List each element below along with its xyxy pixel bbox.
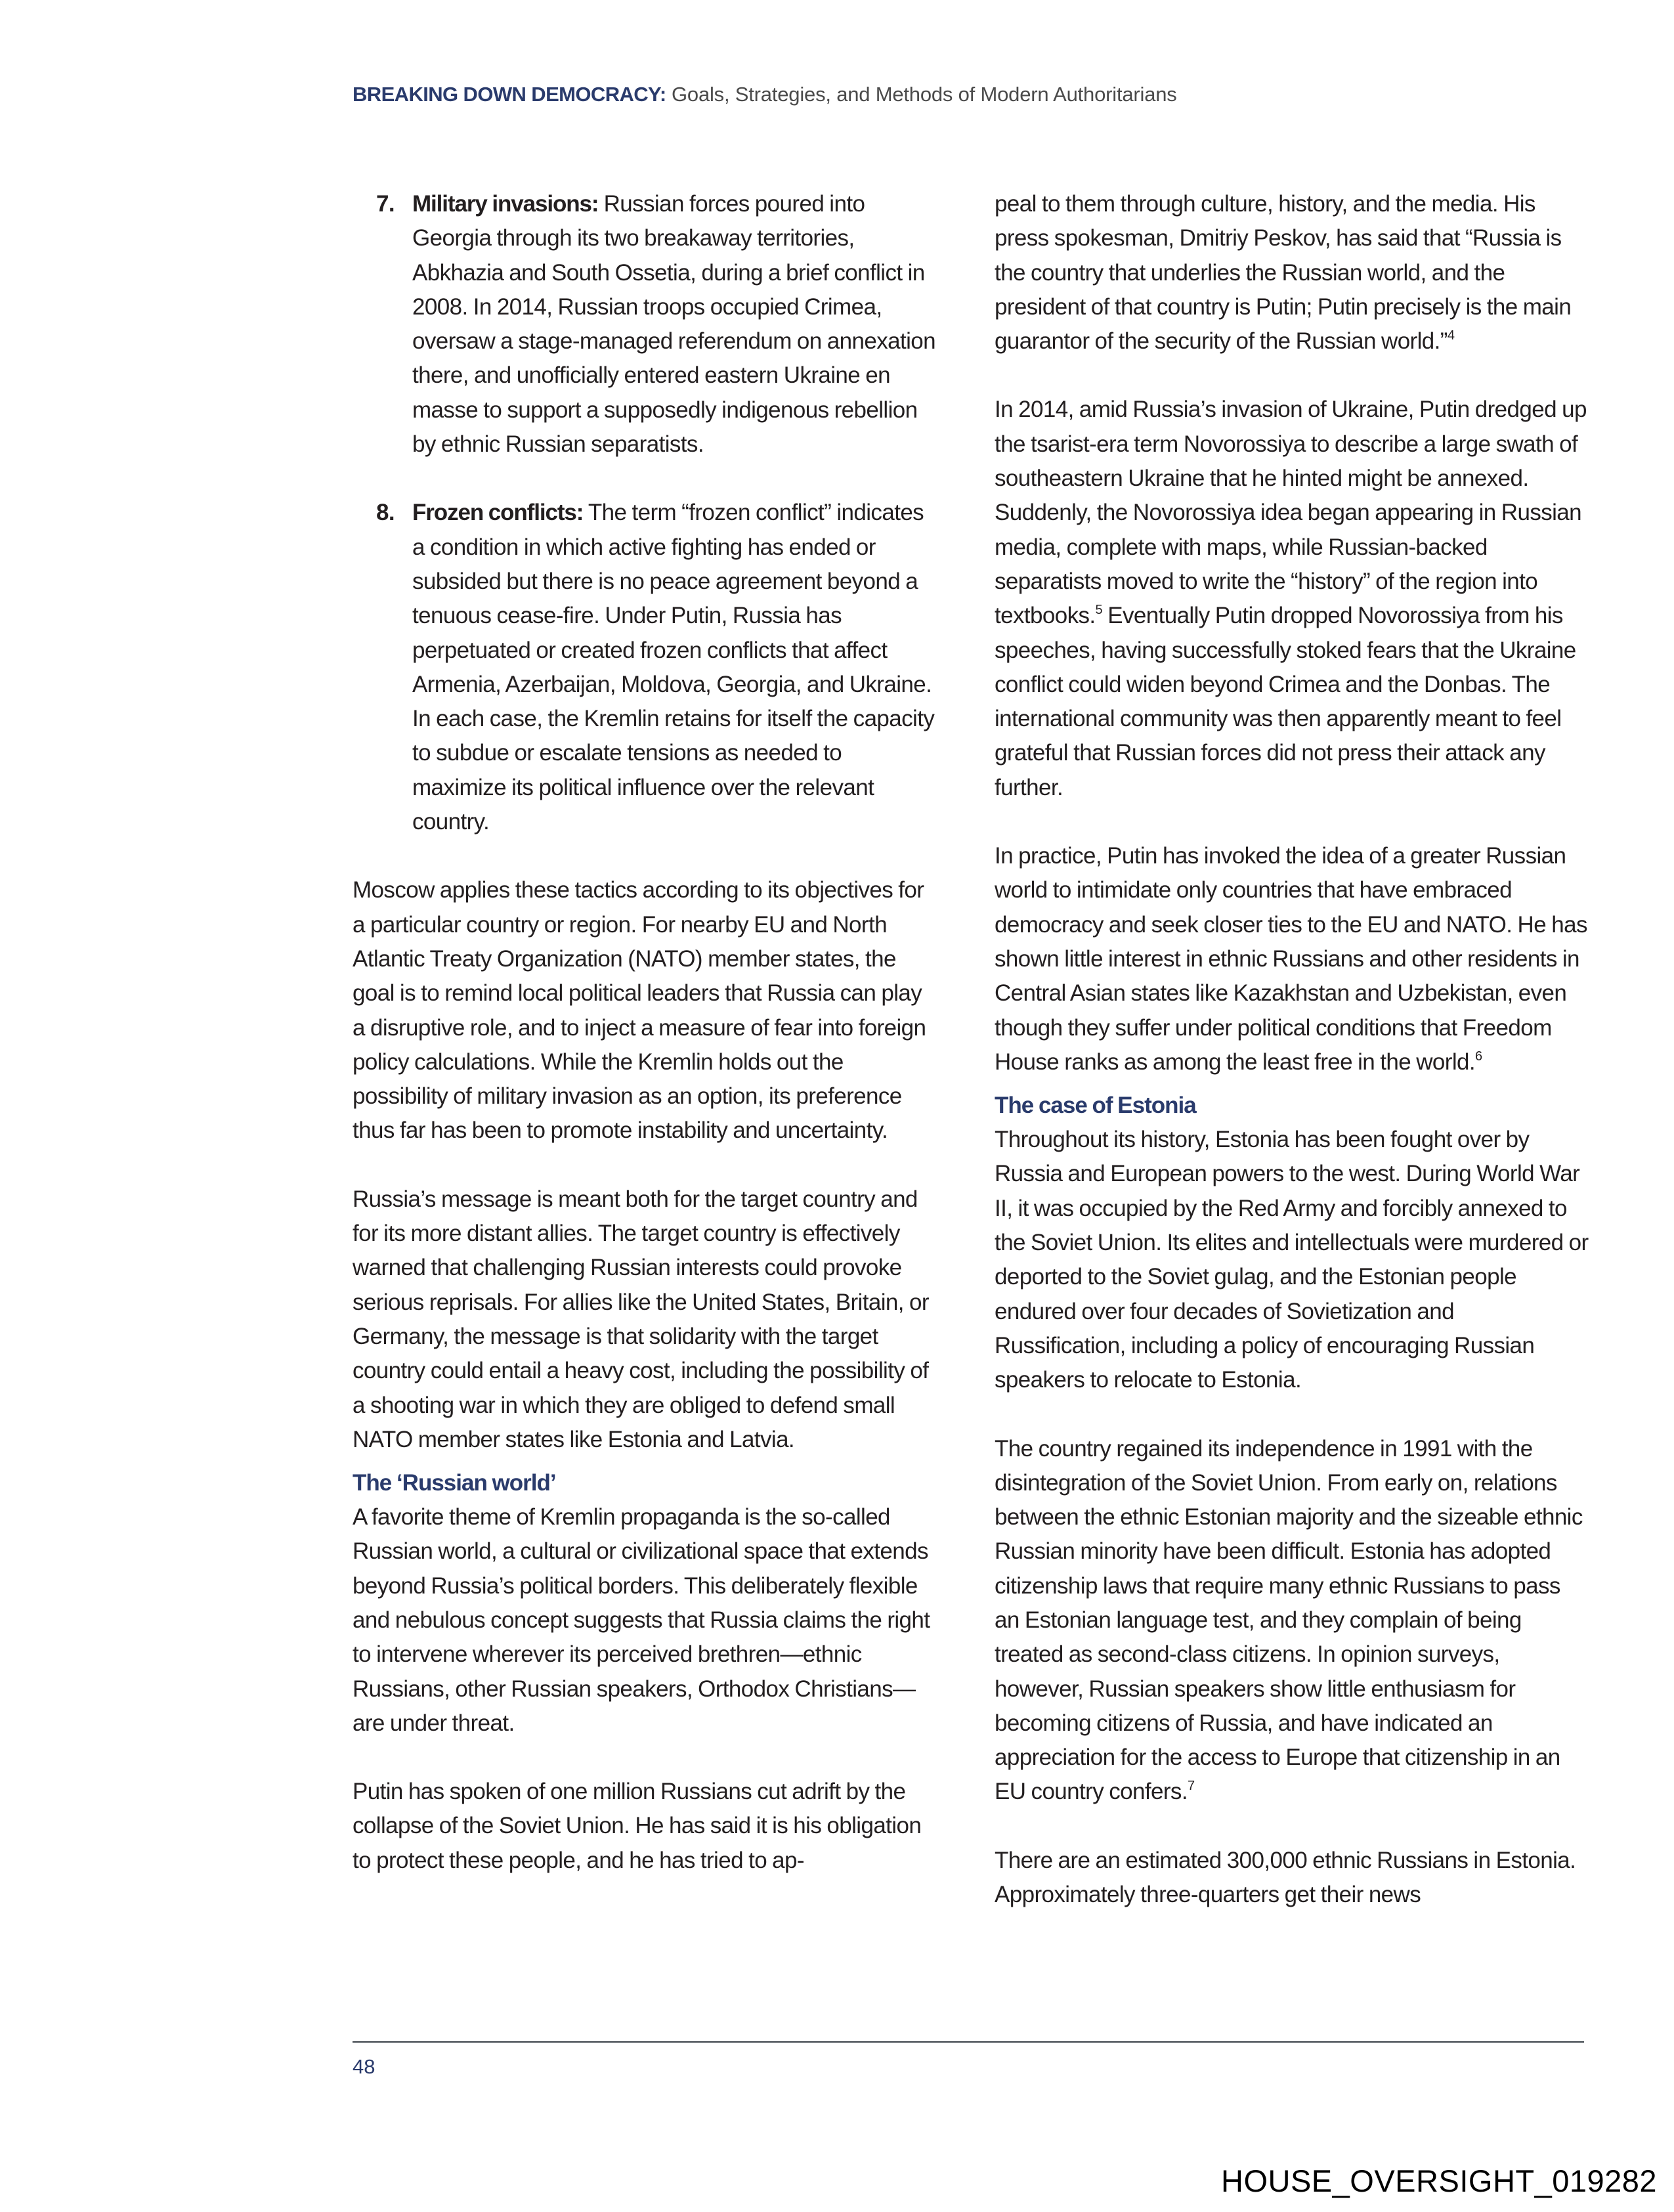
- list-item-lead: Military invasions:: [412, 191, 599, 217]
- paragraph-russian-world-theme: A favorite theme of Kremlin propaganda is the so-called Russian world, a cultural or civilizational space that extends beyond Russia’s political borders. This deliberately flexible and nebulous concept suggests that Russia claims the right to intervene wherever its perceived brethren—ethnic Russians, other Russian speakers, Orthodox Christians—are under threat.: [353, 1504, 930, 1736]
- paragraph-text: Throughout its history, Estonia has been fought over by Russia and European powers to the west. During World War II, it was occupied by the Red Army and forcibly annexed to the Soviet Union. Its elites and intellectuals were murdered or deported to the Soviet gulag, and the Estonian people endured over four decades of Sovietization and Russification, including a policy of encouraging Russian speakers to relocate to Estonia.: [995, 1127, 1589, 1393]
- list-number: 8.: [376, 500, 395, 526]
- footnote-ref[interactable]: 7: [1187, 1779, 1195, 1794]
- header-publication-title: BREAKING DOWN DEMOCRACY:: [353, 83, 666, 106]
- paragraph-estonia-independence: [995, 1432, 1589, 1810]
- list-item-frozen-conflicts: [353, 496, 935, 839]
- paragraph-putin-million-russians: Putin has spoken of one million Russians cut adrift by the collapse of the Soviet Union. He has said it is his obligation to protect these people, and he has tried to ap-: [353, 1779, 922, 1873]
- section-heading-russian-world: The ‘Russian world’: [353, 1470, 556, 1496]
- left-column: [353, 187, 935, 1912]
- page-number: 48: [353, 2055, 376, 2078]
- list-item-lead: Frozen conflicts:: [412, 500, 584, 526]
- paragraph-text-continued: Eventually Putin dropped Novorossiya from his speeches, having successfully stoked fears that the Ukraine conflict could widen beyond Crimea and the Donbas. The international community was then apparently meant to feel grateful that Russian forces did not press their attack any further.: [995, 603, 1576, 800]
- list-number: 7.: [376, 191, 395, 217]
- list-item-text: Russian forces poured into Georgia through its two breakaway territories, Abkhazia and South Ossetia, during a brief conflict in 2008. In 2014, Russian troops occupied Crimea, oversaw a stage-managed referendum on annexation there, and unofficially entered eastern Ukraine en masse to support a supposedly indigenous rebellion by ethnic Russian separatists.: [412, 191, 936, 458]
- paragraph-russia-message: Russia’s message is meant both for the target country and for its more distant allies. The target country is effectively warned that challenging Russian interests could provoke serious reprisals. For allies like the United States, Britain, or Germany, the message is that solidarity with the target country could entail a heavy cost, including the possibility of a shooting war in which they are obliged to defend small NATO member states like Estonia and Latvia.: [353, 1186, 929, 1452]
- paragraph-text: peal to them through culture, history, and the media. His press spokesman, Dmitriy Peskov, has said that “Russia is the country that underlies the Russian world, and the president of that country is Putin; Putin precisely is the main guarantor of the security of the Russian world.”: [995, 191, 1572, 355]
- bates-stamp: HOUSE_OVERSIGHT_019282: [1221, 2163, 1658, 2198]
- header-subtitle: Goals, Strategies, and Methods of Modern Authoritarians: [671, 83, 1177, 106]
- footer-divider: [353, 2041, 1584, 2043]
- paragraph-ethnic-russians-estimate: [995, 1844, 1589, 1913]
- paragraph-peskov-quote: [995, 187, 1589, 358]
- running-header: [353, 83, 1177, 106]
- paragraph-text: In practice, Putin has invoked the idea of a greater Russian world to intimidate only countries that have embraced democracy and seek closer ties to the EU and NATO. He has shown little interest in ethnic Russians and other residents in Central Asian states like Kazakhstan and Uzbekistan, even though they suffer under political conditions that Freedom House ranks as among the least free in the world.: [995, 843, 1587, 1075]
- paragraph-in-practice: [995, 839, 1589, 1079]
- paragraph-estonia-history: [995, 1123, 1589, 1397]
- paragraph-novorossiya: [995, 393, 1589, 805]
- paragraph-moscow-tactics: Moscow applies these tactics according to its objectives for a particular country or region. For nearby EU and North Atlantic Treaty Organization (NATO) member states, the goal is to remind local political leaders that Russia can play a disruptive role, and to inject a measure of fear into foreign policy calculations. While the Kremlin holds out the possibility of military invasion as an option, its preference thus far has been to promote instability and uncertainty.: [353, 877, 926, 1144]
- paragraph-text: The country regained its independence in 1991 with the disintegration of the Soviet Union. From early on, relations between the ethnic Estonian majority and the sizeable ethnic Russian minority have been difficult. Estonia has adopted citizenship laws that require many ethnic Russians to pass an Estonian language test, and they complain of being treated as second-class citizens. In opinion surveys, however, Russian speakers show little enthusiasm for becoming citizens of Russia, and have indicated an appreciation for the access to Europe that citizenship in an EU country confers.: [995, 1435, 1583, 1805]
- footnote-ref[interactable]: 6: [1475, 1049, 1482, 1064]
- paragraph-text: There are an estimated 300,000 ethnic Russians in Estonia. Approximately three-quarters get their news: [995, 1847, 1576, 1908]
- footnote-ref[interactable]: 4: [1447, 328, 1455, 343]
- paragraph-text: In 2014, amid Russia’s invasion of Ukraine, Putin dredged up the tsarist-era term Novorossiya to describe a large swath of southeastern Ukraine that he hinted might be annexed. Suddenly, the Novorossiya idea began appearing in Russian media, complete with maps, while Russian-backed separatists moved to write the “history” of the region into textbooks.: [995, 397, 1587, 629]
- section-heading-estonia: The case of Estonia: [995, 1093, 1196, 1119]
- list-item-military-invasions: [353, 187, 935, 462]
- footnote-ref[interactable]: 5: [1095, 603, 1103, 618]
- right-column: [995, 187, 1589, 1946]
- list-item-text: The term “frozen conflict” indicates a condition in which active fighting has ended or subsided but there is no peace agreement beyond a tenuous cease-fire. Under Putin, Russia has perpetuated or created frozen conflicts that affect Armenia, Azerbaijan, Moldova, Georgia, and Ukraine. In each case, the Kremlin retains for itself the capacity to subdue or escalate tensions as needed to maximize its political influence over the relevant country.: [412, 500, 935, 835]
